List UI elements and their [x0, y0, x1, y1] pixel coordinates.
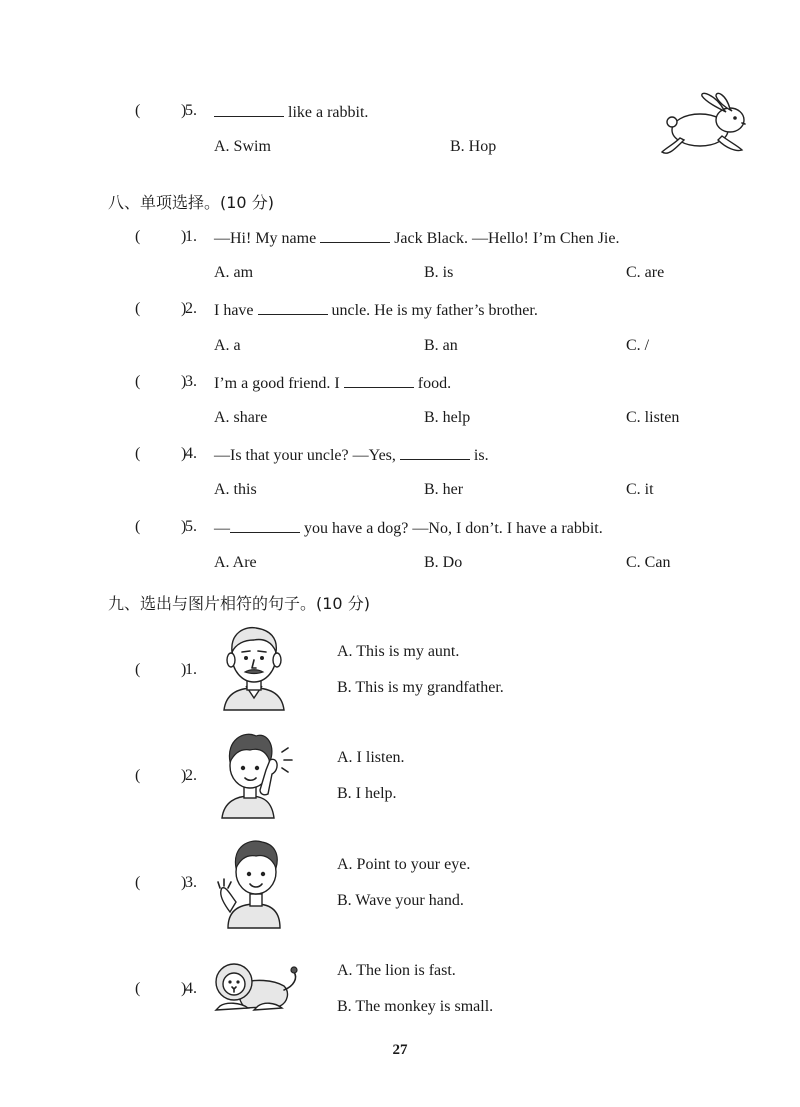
option-b[interactable]: B. help: [424, 409, 471, 426]
question-text: —Is that your uncle? —Yes, is.: [214, 447, 489, 464]
option-b[interactable]: B. Do: [424, 554, 463, 571]
option-a[interactable]: A. am: [214, 264, 254, 281]
boy-waving-picture: [216, 838, 288, 928]
rabbit-picture: [660, 90, 752, 162]
option-a[interactable]: A. share: [214, 409, 268, 426]
option-a[interactable]: A. Are: [214, 554, 257, 571]
option-a[interactable]: A. a: [214, 337, 241, 354]
answer-blank: [400, 445, 470, 460]
question-text: I’m a good friend. I food.: [214, 375, 452, 392]
option-c[interactable]: C. Can: [626, 554, 671, 571]
section-heading: 八、单项选择。(10 分): [108, 193, 274, 212]
page-number: 27: [392, 1042, 408, 1058]
option-b[interactable]: B. Wave your hand.: [337, 892, 464, 909]
grandfather-picture: [218, 624, 290, 710]
option-c[interactable]: C. listen: [626, 409, 680, 426]
option-c[interactable]: C. /: [626, 337, 650, 354]
boy-listening-picture: [214, 730, 294, 818]
section-heading: 九、选出与图片相符的句子。(10 分): [108, 594, 370, 613]
answer-blank: [344, 373, 414, 388]
option-b[interactable]: B. Hop: [450, 138, 497, 155]
answer-blank: [214, 102, 284, 117]
answer-blank: [320, 228, 390, 243]
answer-blank: [258, 300, 328, 315]
option-a[interactable]: A. The lion is fast.: [337, 962, 456, 979]
lion-picture: [210, 956, 300, 1016]
option-b[interactable]: B. This is my grandfather.: [337, 679, 504, 696]
option-a[interactable]: A. I listen.: [337, 749, 405, 766]
question-text: I have uncle. He is my father’s brother.: [214, 302, 538, 319]
option-b[interactable]: B. The monkey is small.: [337, 998, 494, 1015]
option-a[interactable]: A. Point to your eye.: [337, 856, 471, 873]
option-a[interactable]: A. this: [214, 481, 257, 498]
option-c[interactable]: C. it: [626, 481, 654, 498]
question-text: —Hi! My name Jack Black. —Hello! I’m Chen Jie.: [214, 230, 620, 247]
answer-blank: [230, 518, 300, 533]
option-a[interactable]: A. This is my aunt.: [337, 643, 460, 660]
option-b[interactable]: B. I help.: [337, 785, 397, 802]
option-a[interactable]: A. Swim: [214, 138, 271, 155]
question-text: like a rabbit.: [214, 102, 368, 122]
option-c[interactable]: C. are: [626, 264, 665, 281]
option-b[interactable]: B. is: [424, 264, 454, 281]
question-text: — you have a dog? —No, I don’t. I have a rabbit.: [214, 520, 603, 537]
option-b[interactable]: B. her: [424, 481, 464, 498]
option-b[interactable]: B. an: [424, 337, 458, 354]
